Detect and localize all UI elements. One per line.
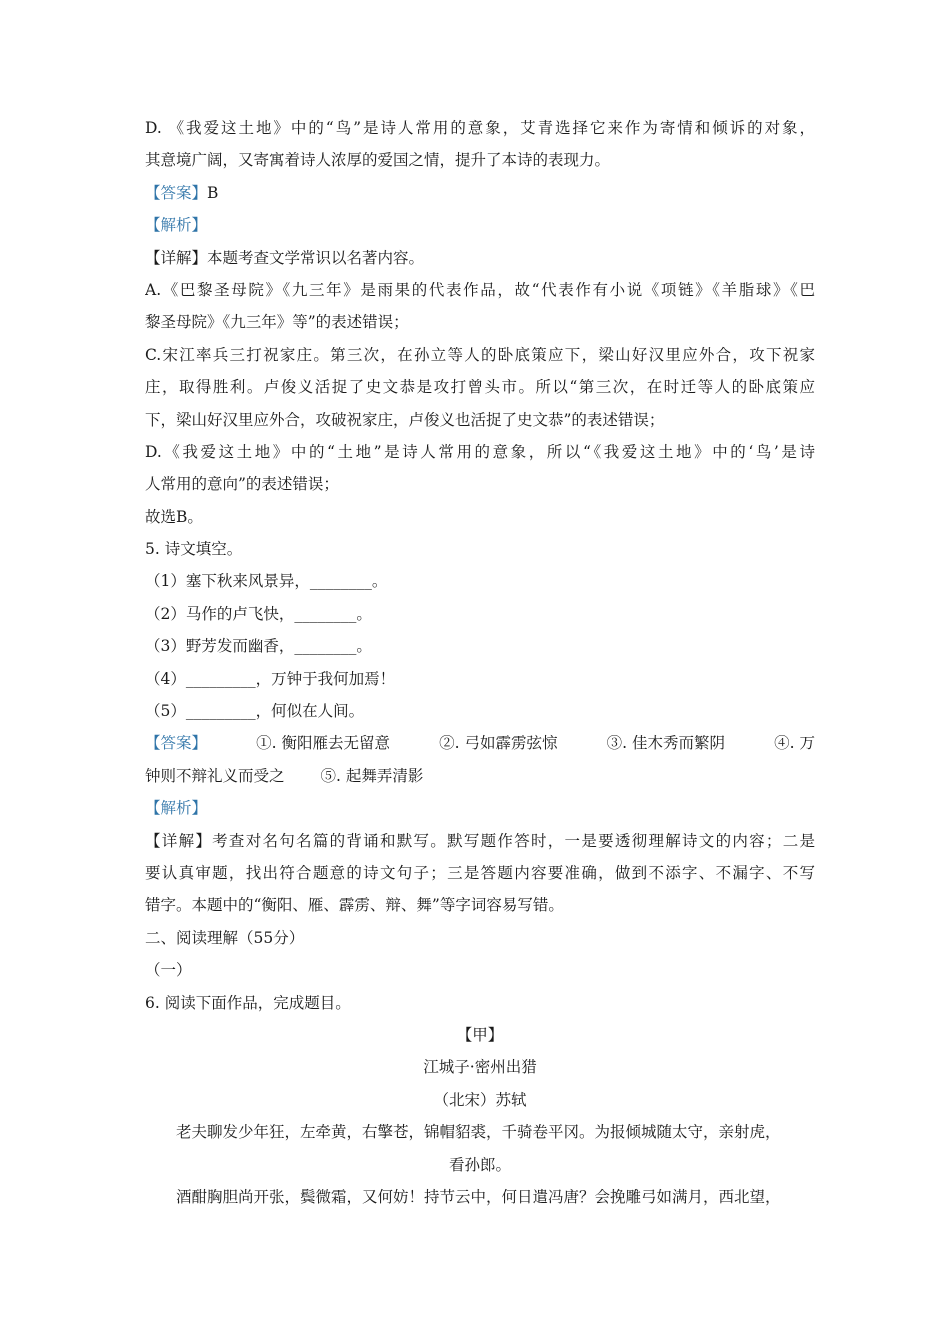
section-title: 二、阅读理解（55分） xyxy=(145,928,305,947)
detail-tag: 【详解】 xyxy=(145,248,208,267)
q5-title: 5. 诗文填空。 xyxy=(145,540,243,559)
q5-detail-line3: 错字。本题中的“衡阳、雁、霹雳、辩、舞”等字词容易写错。 xyxy=(145,896,564,915)
answer-tag: 【答案】 xyxy=(145,734,208,753)
q4-explain-a-line1: A.《巴黎圣母院》《九三年》是雨果的代表作品，故“代表作有小说《项链》《羊脂球》《巴 xyxy=(145,280,815,299)
detail-tag: 【详解】 xyxy=(145,831,213,850)
q4-explain-a-line2: 黎圣母院》《九三年》等”的表述错误； xyxy=(145,313,409,332)
poem-author: （北宋）苏轼 xyxy=(433,1090,527,1109)
q4-explain-c-line3: 下，梁山好汉里应外合，攻破祝家庄，卢俊义也活捉了史文恭”的表述错误； xyxy=(145,410,665,429)
poem-title: 江城子·密州出猎 xyxy=(423,1058,537,1077)
q5-answer-line2 xyxy=(145,760,815,792)
answer-item: ④. 万 xyxy=(774,734,815,753)
q5-detail-line2: 要认真审题，找出符合题意的诗文句子；三是答题内容要准确，做到不添字、不漏字、不写 xyxy=(145,863,815,882)
q4-answer xyxy=(145,177,815,209)
q5-analysis-tag: 【解析】 xyxy=(145,799,208,818)
answer-item: ⑤. 起舞弄清影 xyxy=(320,766,424,785)
poem-line: 老夫聊发少年狂，左牵黄，右擎苍，锦帽貂裘，千骑卷平冈。为报倾城随太守，亲射虎， xyxy=(176,1123,781,1142)
q4-explain-c-line1: C.宋江率兵三打祝家庄。第三次，在孙立等人的卧底策应下，梁山好汉里应外合，攻下祝家 xyxy=(145,345,815,364)
detail-text: 考查对名句名篇的背诵和默写。默写题作答时，一是要透彻理解诗文的内容；二是 xyxy=(212,831,815,850)
q4-explain-d-line1: D.《我爱这土地》中的“土地”是诗人常用的意象，所以“《我爱这土地》中的‘鸟’是诗 xyxy=(145,442,815,461)
poem-line: 看孙郎。 xyxy=(448,1155,511,1174)
q4-option-d-line1: D. 《我爱这土地》中的“鸟”是诗人常用的意象，艾青选择它来作为寄情和倾诉的对象， xyxy=(145,119,815,137)
q5-item: （3）野芳发而幽香，________。 xyxy=(145,637,372,656)
poem-jia-label: 【甲】 xyxy=(456,1025,504,1044)
q5-item: （1）塞下秋来风景异，________。 xyxy=(145,572,388,591)
q6-title: 6. 阅读下面作品，完成题目。 xyxy=(145,993,351,1012)
answer-item: ②. 弓如霹雳弦惊 xyxy=(439,734,558,753)
poem-line: 酒酣胸胆尚开张，鬓微霜，又何妨！持节云中，何日遣冯唐？会挽雕弓如满月，西北望， xyxy=(176,1187,781,1206)
q5-answer-line1 xyxy=(145,727,815,759)
answer-tag: 【答案】 xyxy=(145,183,208,202)
q4-detail xyxy=(145,242,815,274)
subsection-title: （一） xyxy=(145,961,192,980)
answer-item: 钟则不辩礼义而受之 xyxy=(145,766,285,785)
answer-value: B xyxy=(207,183,219,202)
q4-analysis-tag: 【解析】 xyxy=(145,216,208,235)
q5-item: （4）_________，万钟于我何加焉！ xyxy=(145,669,396,688)
detail-text: 本题考查文学常识以名著内容。 xyxy=(207,248,425,267)
q4-explain-c-line2: 庄，取得胜利。卢俊义活捉了史文恭是攻打曾头市。所以“第三次，在时迁等人的卧底策应 xyxy=(145,378,815,397)
q5-item: （5）_________，何似在人间。 xyxy=(145,702,365,721)
answer-item: ③. 佳木秀而繁阴 xyxy=(606,734,725,753)
answer-item: ①. 衡阳雁去无留意 xyxy=(256,734,390,753)
q4-conclusion: 故选B。 xyxy=(145,507,203,526)
q5-item: （2）马作的卢飞快，________。 xyxy=(145,604,372,623)
document-page xyxy=(145,112,815,1213)
q4-option-d-line2: 其意境广阔，又寄寓着诗人浓厚的爱国之情，提升了本诗的表现力。 xyxy=(145,151,611,170)
q4-explain-d-line2: 人常用的意向”的表述错误； xyxy=(145,475,339,494)
q5-detail-line1 xyxy=(145,825,815,857)
